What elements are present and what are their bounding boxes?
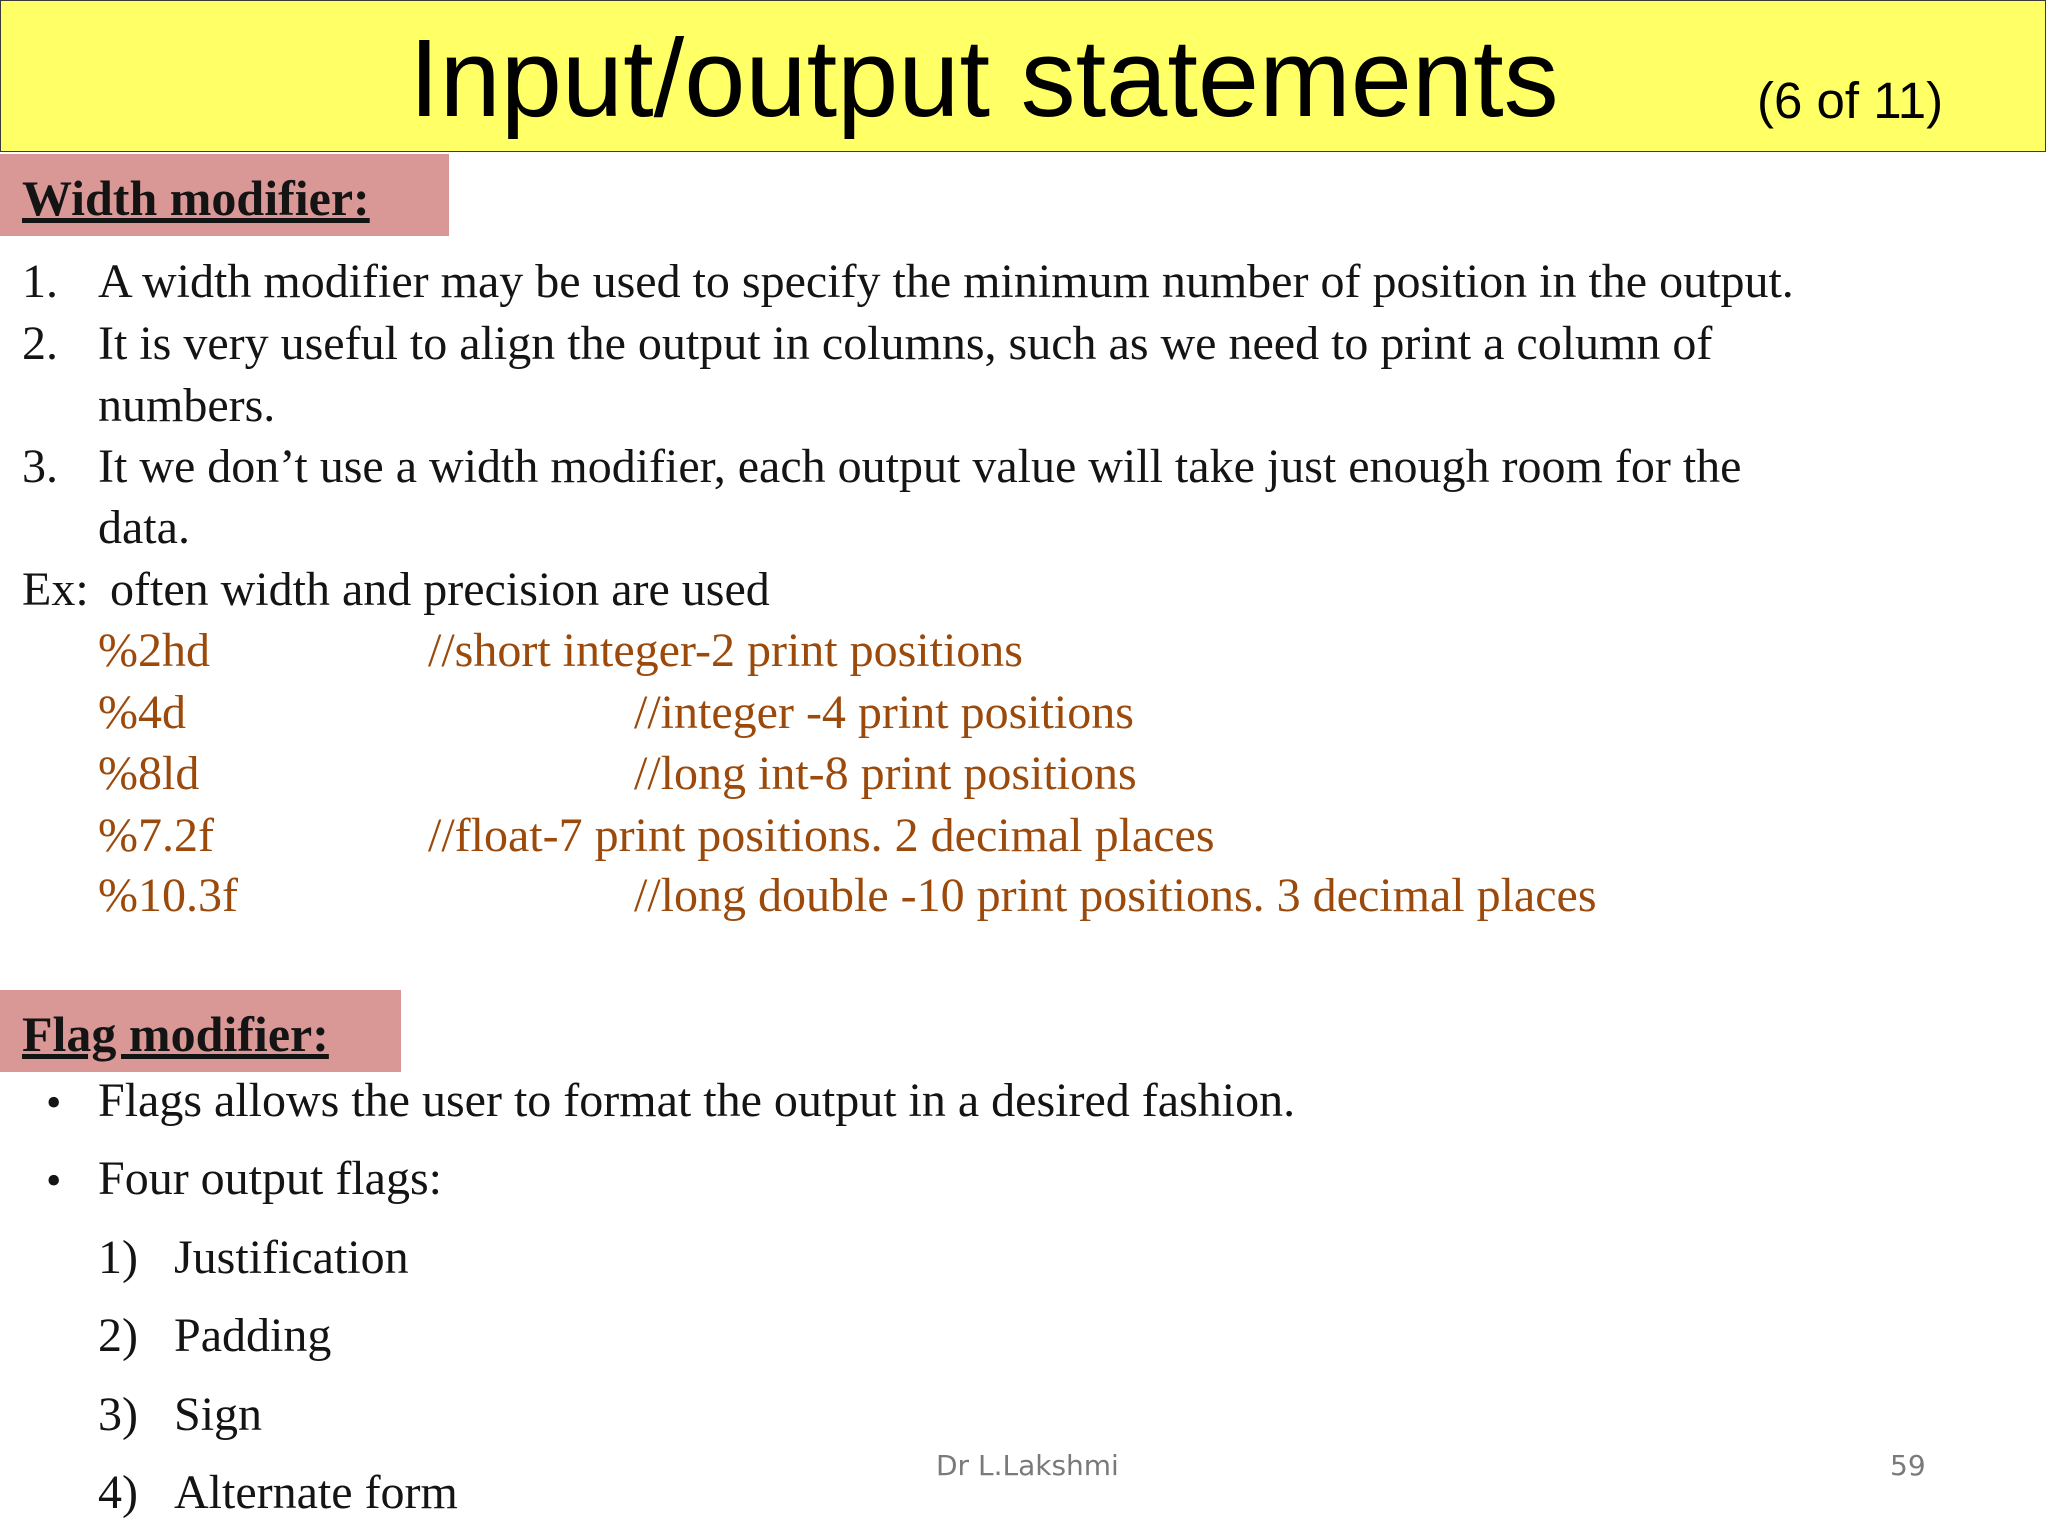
format-spec: %7.2f [98,809,214,862]
format-spec: %8ld [98,747,200,800]
flag-number: 2) [98,1309,138,1362]
item-number: 2. [22,317,58,370]
format-comment: //long int-8 print positions [634,747,1137,800]
format-comment: //long double -10 print positions. 3 decimal places [634,869,1597,922]
format-comment: //short integer-2 print positions [428,624,1023,677]
page-number: 59 [1890,1449,1926,1482]
format-spec: %4d [98,686,186,739]
title-bar [0,0,2046,152]
item-text: numbers. [98,379,276,432]
flag-label: Sign [174,1388,263,1441]
item-text: It is very useful to align the output in columns, such as we need to print a column of [98,317,1713,370]
format-comment: //integer -4 print positions [634,686,1134,739]
item-text: data. [98,501,190,554]
bullet-text: Flags allows the user to format the output in a desired fashion. [98,1074,1296,1127]
flag-number: 1) [98,1231,138,1284]
slide-title: Input/output statements [409,17,1559,140]
flag-label: Justification [174,1231,409,1284]
footer-author: Dr L.Lakshmi [936,1449,1119,1482]
item-number: 1. [22,255,58,308]
format-comment: //float-7 print positions. 2 decimal places [428,809,1215,862]
bullet-icon: • [46,1156,62,1205]
example-label: Ex: [22,563,89,616]
flag-label: Alternate form [174,1466,458,1519]
item-text: It we don’t use a width modifier, each output value will take just enough room for the [98,440,1742,493]
format-spec: %2hd [98,624,210,677]
bullet-icon: • [46,1078,62,1127]
format-spec: %10.3f [98,869,238,922]
bullet-text: Four output flags: [98,1152,442,1205]
item-text: A width modifier may be used to specify the minimum number of position in the output. [98,255,1794,308]
slide-counter: (6 of 11) [1757,72,1944,129]
flag-modifier-heading: Flag modifier: [0,990,401,1072]
example-text: often width and precision are used [110,563,770,616]
flag-label: Padding [174,1309,332,1362]
flag-number: 3) [98,1388,138,1441]
item-number: 3. [22,440,58,493]
flag-number: 4) [98,1466,138,1519]
width-modifier-heading: Width modifier: [0,154,449,236]
